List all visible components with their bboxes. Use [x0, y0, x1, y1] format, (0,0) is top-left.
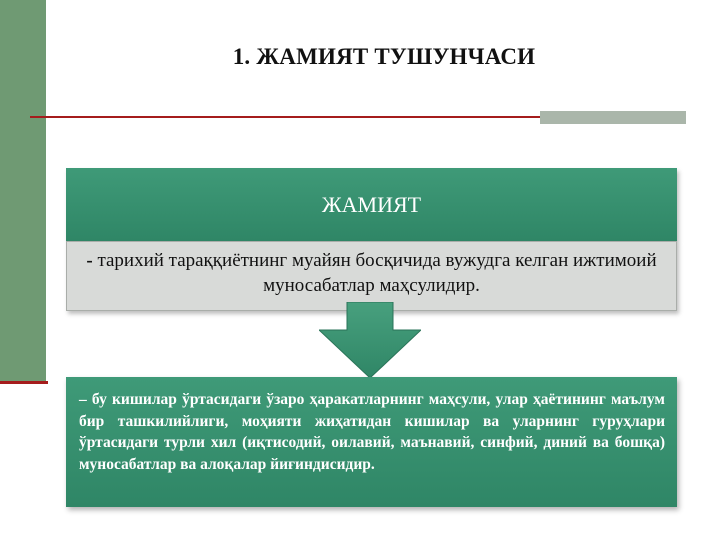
- term-label: ЖАМИЯТ: [321, 192, 422, 217]
- term-box: [66, 168, 677, 241]
- down-arrow-icon: [319, 302, 421, 380]
- slide-title: 1. ЖАМИЯТ ТУШУНЧАСИ: [232, 44, 536, 69]
- left-decor-bar: [0, 0, 46, 383]
- definition-dash: -: [86, 250, 93, 271]
- title-underline-accent: [540, 111, 686, 124]
- left-decor-line: [0, 381, 48, 384]
- definition-text: тарихий тараққиётнинг муайян босқичида вужудга келган ижтимоий муносабатлар маҳсулидир.: [92, 250, 657, 296]
- definition-box: [66, 241, 677, 311]
- explanation-text: – бу кишилар ўртасидаги ўзаро ҳаракатларнинг маҳсули, улар ҳаётининг маълум бир ташкилийлиги, моҳияти жиҳатидан кишилар ва уларнинг гуруҳлари ўртасидаги турли хил (иқтисодий, оилавий, маънавий, синфий, диний ва бошқа) муносабатлар ва алоқалар йиғиндисидир.: [79, 391, 665, 473]
- explanation-box: [66, 377, 677, 507]
